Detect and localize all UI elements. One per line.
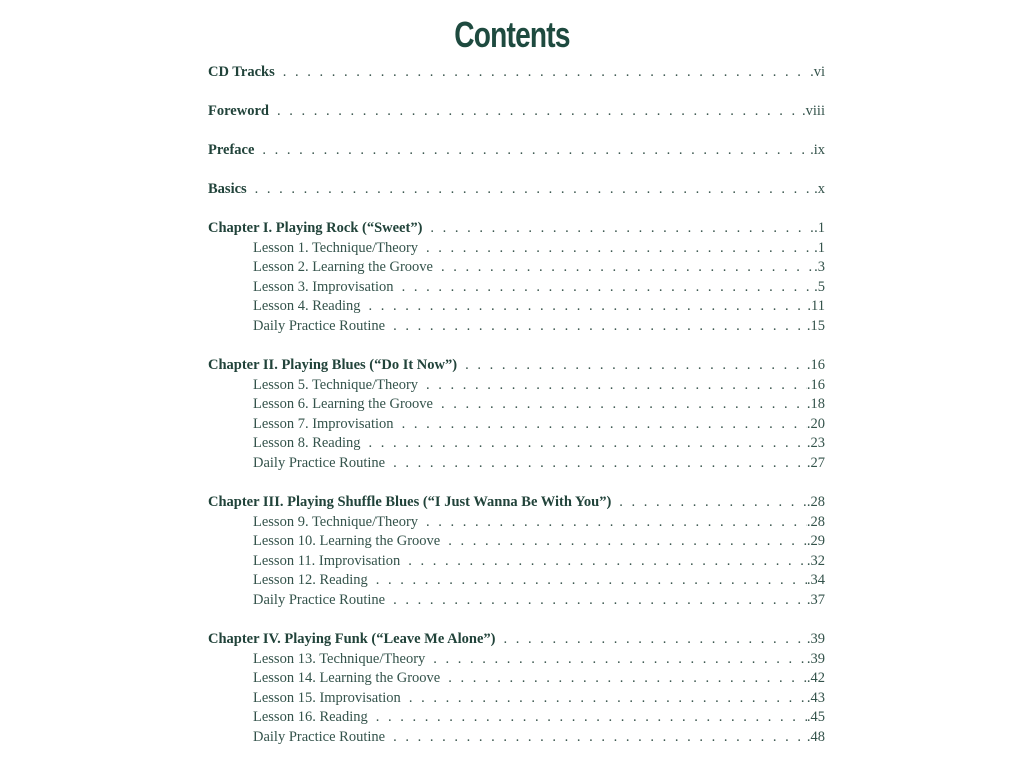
dot-leader: [426, 375, 807, 395]
toc-chapter-1[interactable]: [208, 218, 825, 238]
toc-page-number: .20: [806, 416, 825, 432]
chapter-title: Chapter II. Playing Blues (“Do It Now”): [208, 357, 458, 373]
lesson-label: Lesson 12. Reading: [253, 572, 368, 588]
toc-page-number: .27: [806, 455, 825, 471]
chapter-title: Chapter I. Playing Rock (“Sweet”): [208, 220, 423, 236]
toc-page-number: .x: [814, 181, 825, 197]
toc-lesson[interactable]: [253, 257, 825, 277]
toc-page-number: .23: [806, 435, 825, 451]
lesson-label: Lesson 5. Technique/Theory: [253, 377, 419, 393]
dot-leader: [262, 140, 810, 160]
toc-page-number: .16: [806, 357, 825, 373]
toc-page-number: .29: [806, 533, 825, 549]
toc-page-number: .32: [806, 553, 825, 569]
toc-chapter-3[interactable]: [208, 492, 825, 512]
dot-leader: [619, 492, 807, 512]
page-title: Contents: [454, 14, 570, 55]
toc-page-number: .42: [806, 670, 825, 686]
toc-lesson[interactable]: [253, 688, 825, 708]
lesson-label: Lesson 8. Reading: [253, 435, 361, 451]
lesson-label: Lesson 2. Learning the Groove: [253, 259, 433, 275]
lesson-label: Lesson 3. Improvisation: [253, 279, 394, 295]
lesson-label: Lesson 11. Improvisation: [253, 553, 401, 569]
dot-leader: [376, 707, 807, 727]
toc-page-number: .28: [806, 494, 825, 510]
lesson-label: Daily Practice Routine: [253, 455, 386, 471]
toc-entry-label: Basics: [208, 181, 247, 197]
toc-page-number: .ix: [810, 142, 825, 158]
lesson-label: Daily Practice Routine: [253, 592, 386, 608]
dot-leader: [393, 590, 807, 610]
toc-page-number: .16: [806, 377, 825, 393]
toc-lesson[interactable]: [253, 433, 825, 453]
toc-lesson[interactable]: [253, 707, 825, 727]
toc-page-number: .39: [806, 631, 825, 647]
toc-lesson[interactable]: [253, 296, 825, 316]
toc-page-number: .43: [806, 690, 825, 706]
toc-entry-label: Foreword: [208, 103, 269, 119]
toc-page-number: .3: [814, 259, 825, 275]
dot-leader: [369, 433, 807, 453]
dot-leader: [448, 668, 807, 688]
dot-leader: [433, 649, 807, 669]
dot-leader: [369, 296, 808, 316]
toc-page-number: .45: [806, 709, 825, 725]
dot-leader: [402, 277, 815, 297]
toc-entry-preface[interactable]: [208, 140, 825, 160]
toc-lesson[interactable]: [253, 375, 825, 395]
dot-leader: [409, 688, 807, 708]
chapter-title: Chapter IV. Playing Funk (“Leave Me Alone”): [208, 631, 496, 647]
toc-practice-routine[interactable]: [253, 590, 825, 610]
toc-entry-basics[interactable]: [208, 179, 825, 199]
toc-lesson[interactable]: [253, 414, 825, 434]
toc-lesson[interactable]: [253, 531, 825, 551]
dot-leader: [393, 316, 807, 336]
lesson-label: Lesson 6. Learning the Groove: [253, 396, 433, 412]
toc-entry-cd-tracks[interactable]: [208, 62, 825, 82]
toc-lesson[interactable]: [253, 277, 825, 297]
lesson-label: Lesson 15. Improvisation: [253, 690, 401, 706]
toc-lesson[interactable]: [253, 394, 825, 414]
lesson-label: Lesson 1. Technique/Theory: [253, 240, 419, 256]
toc-entry-label: CD Tracks: [208, 64, 275, 80]
toc-chapter-2[interactable]: [208, 355, 825, 375]
dot-leader: [426, 238, 814, 258]
dot-leader: [448, 531, 807, 551]
toc-lesson[interactable]: [253, 551, 825, 571]
dot-leader: [441, 394, 807, 414]
dot-leader: [426, 512, 807, 532]
lesson-label: Daily Practice Routine: [253, 729, 386, 745]
dot-leader: [441, 257, 814, 277]
dot-leader: [393, 727, 807, 747]
dot-leader: [277, 101, 802, 121]
dot-leader: [255, 179, 814, 199]
toc-page-number: .1: [814, 220, 825, 236]
lesson-label: Lesson 9. Technique/Theory: [253, 514, 419, 530]
toc-practice-routine[interactable]: [253, 453, 825, 473]
toc-practice-routine[interactable]: [253, 316, 825, 336]
lesson-label: Daily Practice Routine: [253, 318, 386, 334]
lesson-label: Lesson 10. Learning the Groove: [253, 533, 441, 549]
dot-leader: [408, 551, 807, 571]
toc-page-number: .vi: [810, 64, 825, 80]
toc-page-number: .1: [814, 240, 825, 256]
toc-page-number: .39: [806, 651, 825, 667]
dot-leader: [393, 453, 807, 473]
toc-chapter-4[interactable]: [208, 629, 825, 649]
dot-leader: [465, 355, 807, 375]
toc-lesson[interactable]: [253, 238, 825, 258]
toc-page-number: .37: [806, 592, 825, 608]
toc-entry-foreword[interactable]: [208, 101, 825, 121]
toc-page-number: .18: [806, 396, 825, 412]
toc-lesson[interactable]: [253, 512, 825, 532]
toc-page-number: .48: [806, 729, 825, 745]
dot-leader: [503, 629, 806, 649]
dot-leader: [430, 218, 814, 238]
dot-leader: [376, 570, 807, 590]
toc-page-number: .28: [806, 514, 825, 530]
lesson-label: Lesson 4. Reading: [253, 298, 361, 314]
toc-page-number: .15: [806, 318, 825, 334]
toc-lesson[interactable]: [253, 668, 825, 688]
lesson-label: Lesson 14. Learning the Groove: [253, 670, 441, 686]
chapter-title: Chapter III. Playing Shuffle Blues (“I Just Wanna Be With You”): [208, 494, 612, 510]
toc-page-number: .11: [807, 298, 825, 314]
toc-entry-label: Preface: [208, 142, 255, 158]
toc-page-number: .34: [806, 572, 825, 588]
dot-leader: [283, 62, 810, 82]
toc-page-number: .viii: [802, 103, 825, 119]
dot-leader: [402, 414, 807, 434]
lesson-label: Lesson 16. Reading: [253, 709, 368, 725]
lesson-label: Lesson 7. Improvisation: [253, 416, 394, 432]
toc-lesson[interactable]: [253, 570, 825, 590]
toc-lesson[interactable]: [253, 649, 825, 669]
toc-practice-routine[interactable]: [253, 727, 825, 747]
lesson-label: Lesson 13. Technique/Theory: [253, 651, 426, 667]
toc-page-number: .5: [814, 279, 825, 295]
